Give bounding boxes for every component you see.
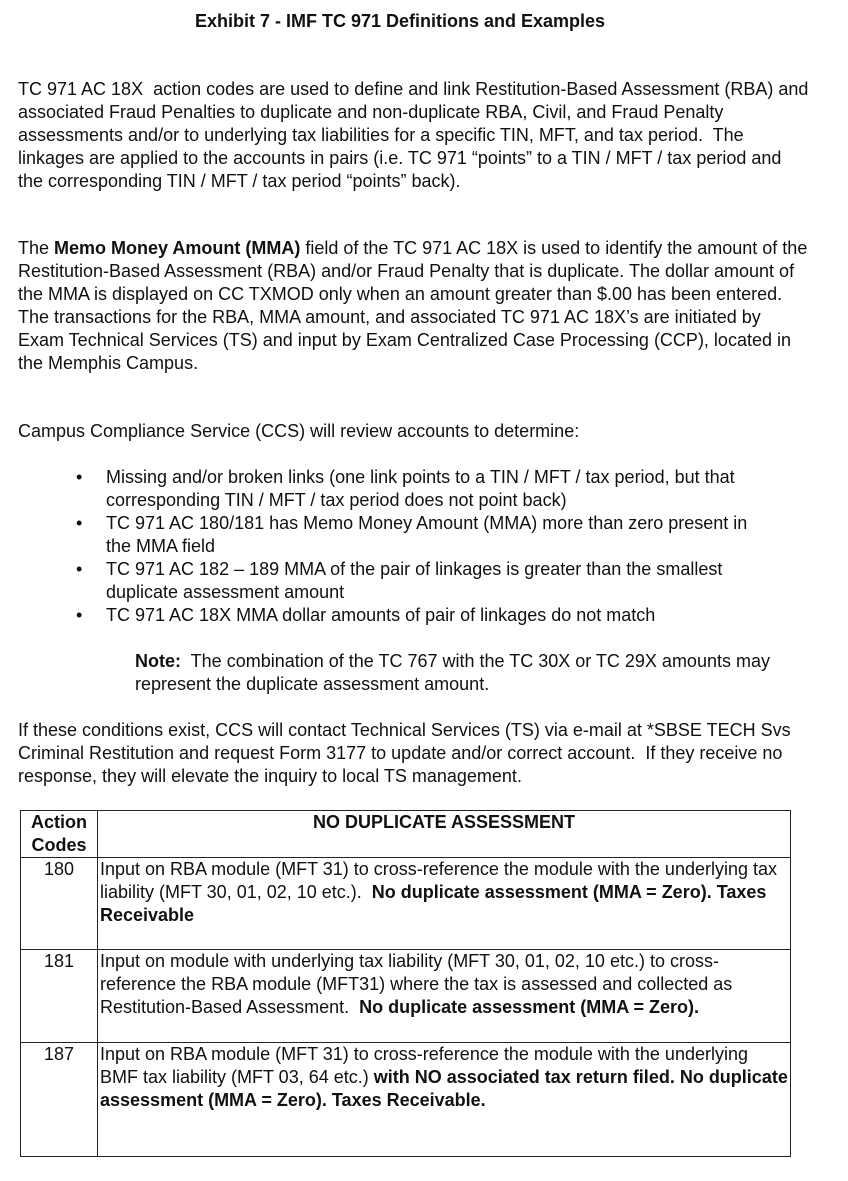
action-codes-table: [20, 810, 791, 1157]
bold-text: Memo Money Amount (MMA): [54, 238, 301, 258]
text: Input on RBA module (MFT 31) to cross-reference the module with the underlying tax liability (MFT 30, 01, 02, 10 etc.).: [100, 859, 783, 902]
table-row: [21, 858, 791, 950]
action-description: [98, 1043, 791, 1157]
review-list: [70, 466, 770, 627]
text: Campus Compliance Service (CCS) will review accounts to determine:: [18, 421, 580, 441]
table-row: [21, 950, 791, 1043]
bold-text: Note:: [135, 651, 181, 671]
text: Input on module with underlying tax liability (MFT 30, 01, 02, 10 etc.) to cross-reference the RBA module (MFT31) where the tax is assessed and collected as Restitution-Based Assessment.: [100, 951, 738, 1017]
action-code: 187: [21, 1043, 98, 1157]
text: field of the TC 971 AC 18X is used to identify the amount of the Restitution-Based Assessment (RBA) and/or Fraud Penalty that is duplicate. The dollar amount of the MMA is displayed on CC TXMOD only when an amount greater than $.00 has been entered. The transactions for the RBA, MMA amount, and associated TC 971 AC 18X’s are initiated by Exam Technical Services (TS) and input by Exam Centralized Case Processing (CCP), located in the Memphis Campus.: [18, 238, 813, 373]
conditions-paragraph: [18, 719, 810, 788]
text: The: [18, 238, 55, 258]
table-header-row: [21, 811, 791, 858]
list-item: • TC 971 AC 180/181 has Memo Money Amount (MMA) more than zero present in the MMA field: [70, 512, 770, 558]
text: If these conditions exist, CCS will contact Technical Services (TS) via e-mail at *SBSE TECH Svs Criminal Restitution and request Form 3177 to update and/or correct account. If they receive no response, they will elevate the inquiry to local TS management.: [18, 720, 796, 786]
list-item: • TC 971 AC 182 – 189 MMA of the pair of linkages is greater than the smallest duplicate assessment amount: [70, 558, 770, 604]
list-item: • TC 971 AC 18X MMA dollar amounts of pair of linkages do not match: [70, 604, 770, 627]
mma-paragraph: [18, 237, 813, 375]
ccs-paragraph: [18, 420, 810, 443]
bold-text: No duplicate assessment (MMA = Zero).: [359, 997, 700, 1017]
action-description: [98, 858, 791, 950]
header-action-codes: Action Codes: [21, 811, 98, 858]
text: TC 971 AC 18X action codes are used to define and link Restitution-Based Assessment (RBA) and associated Fraud Penalties to duplicate and non-duplicate RBA, Civil, and Fraud Penalty assessments and/or to underlying tax liabilities for a specific TIN, MFT, and tax period. The linkages are applied to the accounts in pairs (i.e. TC 971 “points” to a TIN / MFT / tax period and the corresponding TIN / MFT / tax period “points” back).: [18, 79, 814, 191]
bold-text: with NO associated tax return filed. No duplicate assessment (MMA = Zero). Taxes Receivable.: [100, 1067, 793, 1110]
text: Input on RBA module (MFT 31) to cross-reference the module with the underlying BMF tax liability (MFT 03, 64 etc.): [100, 1044, 754, 1087]
action-code: 181: [21, 950, 98, 1043]
text: The combination of the TC 767 with the TC 30X or TC 29X amounts may represent the duplicate assessment amount.: [135, 651, 775, 694]
bold-text: No duplicate assessment (MMA = Zero). Taxes Receivable: [100, 882, 772, 925]
intro-paragraph: [18, 78, 814, 193]
table-row: [21, 1043, 791, 1157]
header-no-duplicate: NO DUPLICATE ASSESSMENT: [98, 811, 791, 858]
note: [135, 650, 775, 696]
list-item: • Missing and/or broken links (one link points to a TIN / MFT / tax period, but that corresponding TIN / MFT / tax period does not point back): [70, 466, 770, 512]
action-code: 180: [21, 858, 98, 950]
page-title: Exhibit 7 - IMF TC 971 Definitions and Examples: [194, 11, 606, 31]
action-description: [98, 950, 791, 1043]
